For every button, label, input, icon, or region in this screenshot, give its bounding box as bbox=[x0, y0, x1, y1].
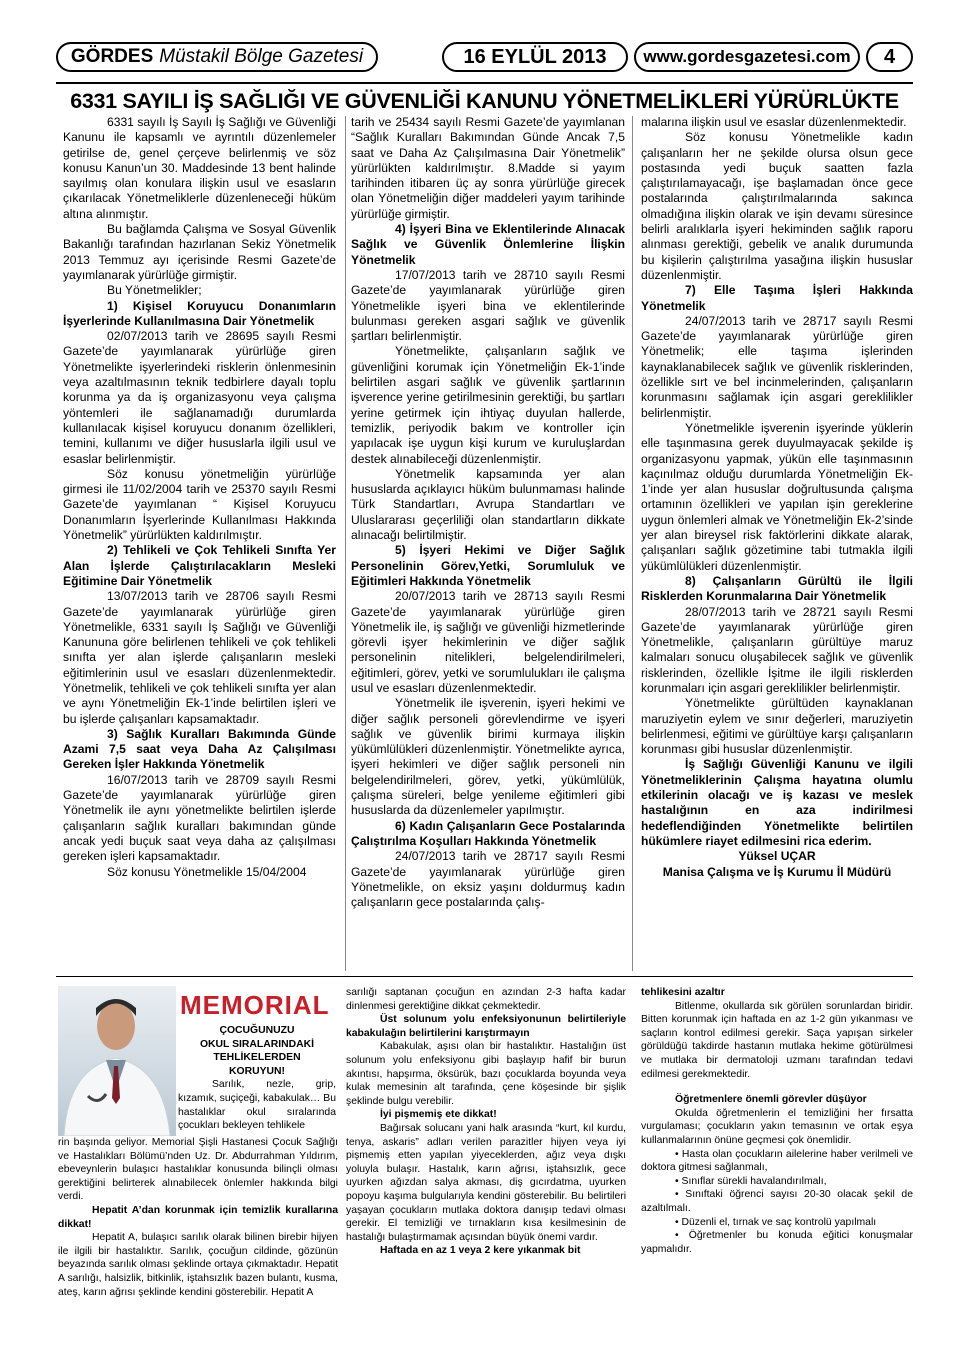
memorial-paragraph: Okulda öğretmenlerin el temizliğini her fırsatta vurgulaması; çocukların yakın temasının ve ortak eşya kullanmalarının önüne geçmesi çok önemlidir. bbox=[641, 1107, 913, 1146]
article-paragraph: 6331 sayılı İş Sayılı İş Sağlığı ve Güvenliği Kanunu ile kapsamlı ve ayrıntılı düzenlemeler getirilse de, genel çerçeve belirlenmiş ve söz konusu Kanun’un 30. Maddesinde 13 bent halinde sayılmış olan konulara ilişkin usul ve esasların çıkarılacak Yönetmeliklerle düzenleneceği hüküm altına alınmıştır. bbox=[63, 115, 336, 221]
memorial-bullet: • Sınıflar sürekli havalandırılmalı, bbox=[675, 1175, 827, 1187]
column-divider bbox=[632, 116, 633, 971]
issue-date: 16 EYLÜL 2013 bbox=[442, 42, 628, 72]
newspaper-name-subtitle: Müstakil Bölge Gazetesi bbox=[159, 46, 364, 67]
memorial-bullet: • Hasta olan çocukların ailelerine haber verilmeli ve doktora gitmesi sağlanmalı, bbox=[641, 1148, 913, 1174]
memorial-intro-narrow bbox=[178, 1024, 336, 1133]
memorial-subheading: Haftada en az 1 veya 2 kere yıkanmak bit bbox=[380, 1245, 581, 1257]
article-column-3 bbox=[641, 115, 913, 880]
memorial-intro-text: Sarılık, nezle, grip, kızamık, suçiçeği, kabakulak… Bu hastalıklar okul sıralarında çocukları bekleyen tehlikele bbox=[178, 1079, 336, 1132]
doctor-illustration bbox=[58, 986, 176, 1136]
article-subheading: İş Sağlığı Güvenliği Kanunu ve ilgili Yönetmeliklerinin Çalışma hayatına olumlu etkilerinin olacağı ve iş kazası ve meslek hastalığının en aza indirilmesi hedeflendiğinden Yönetmelikte belirtilen hükümlere riayet edilmesini rica ederim. bbox=[641, 757, 913, 848]
article-paragraph: Yönetmelik ile işverenin, işyeri hekimi ve diğer sağlık personeli görevlendirme ve işyeri sağlık ve güvenlik birimi kurmaya ilişkin yükümlülükleri düzenlenmiştir. Yönetmelikte ayrıca, işyeri hekimleri ve diğer sağlık personeli nin belgelendirilmeleri, görev, yetki, yükümlülük, çalışma süreleri, belge yenileme eğitimleri gibi hususlarda da düzenlemeler yapılmıştır. bbox=[351, 696, 625, 818]
article-subheading: 5) İşyeri Hekimi ve Diğer Sağlık Personelinin Görev,Yetki, Sorumluluk ve Eğitimleri Hakkında Yönetmelik bbox=[351, 543, 625, 588]
memorial-subheading: Öğretmenlere önemli görevler düşüyor bbox=[675, 1094, 867, 1106]
memorial-subheading: İyi pişmemiş ete dikkat! bbox=[380, 1109, 497, 1121]
memorial-paragraph: Kabakulak, aşısı olan bir hastalıktır. Hastalığın üst solunum yolu enfeksiyonu gibi başlayıp hafif bir burun akıntısı, hapşırma, öksürük, bazı çocuklarda boyunda veya kulak memesinin alt tarafında, çene köşesinde bir şişlik şeklinde bulgu verebilir. bbox=[346, 1041, 626, 1107]
article-paragraph: 16/07/2013 tarih ve 28709 sayılı Resmi Gazete’de yayımlanarak yürürlüğe giren Yönetmelik ile aynı yönetmelikte belirtilen işlerde çalışanların sağlık kuralları bakımından günde ancak yedi buçuk saat veya daha az çalışılması gereken işleri kapsamaktadır. bbox=[63, 772, 336, 864]
memorial-column-1 bbox=[58, 986, 344, 1316]
memorial-headline-line: TEHLİKELERDEN bbox=[213, 1052, 301, 1064]
article-paragraph: 28/07/2013 tarih ve 28721 sayılı Resmi Gazete’de yayımlanarak yürürlüğe giren Yönetmelikle, çalışanların gürültüye maruz kalmaları sonucu oluşabilecek sağlık ve güvenlik risklerinden, özellikle İşitme ile ilgili risklerden korunmaları için asgari gereklilikler belirlenmiştir. bbox=[641, 604, 913, 695]
article-paragraph: tarih ve 25434 sayılı Resmi Gazete’de yayımlanan “Sağlık Kuralları Bakımından Günde Ancak 7,5 saat ve Daha Az Çalışılmasına Dair Yönetmelik” yürürlükten kaldırılmıştır. 8.Madde si yayım tarihinden itibaren üç ay sonra yürürlüğe girecek olan Yönetmeliğin diğer maddeleri yayım tarihinde yürürlüğe girmiştir. bbox=[351, 115, 625, 221]
memorial-subheading: Üst solunum yolu enfeksiyonunun belirtileriyle kabakulağın belirtilerini karıştırmayın bbox=[346, 1014, 626, 1039]
article-paragraph: Yönetmelikte, çalışanların sağlık ve güvenliğini korumak için Yönetmeliğin Ek-1’inde belirtilen asgari sağlık ve güvenlik şartlarının işverence yerine getirilmesinin gerektiği, bu şartları yerine getirmek için ihtiyaç duyulan hallerde, temizlik, periyodik bakım ve kontroller için yapılacak işe uygun kişi kurum ve kuruluşlardan destek alınabileceği düzenlenmiştir. bbox=[351, 344, 625, 466]
memorial-headline-line: OKUL SIRALARINDAKİ bbox=[199, 1038, 315, 1050]
article-subheading: 2) Tehlikeli ve Çok Tehlikeli Sınıfta Yer Alan İşlerde Çalıştırılacakların Mesleki Eğitimine Dair Yönetmelik bbox=[63, 543, 336, 588]
article-column-1 bbox=[63, 115, 336, 880]
article-paragraph: Söz konusu yönetmeliğin yürürlüğe girmesi ile 11/02/2004 tarih ve 25370 sayılı Resmi Gazete’de yayımlanan “ Kişisel Koruyucu Donanımların İşyerlerinde Kullanılması Hakkında Yönetmelik” yürürlükten kaldırılmıştır. bbox=[63, 466, 336, 543]
article-column-2 bbox=[351, 115, 625, 910]
memorial-article bbox=[56, 986, 913, 1316]
memorial-bullet: • Düzenli el, tırnak ve saç kontrolü yapılmalı bbox=[675, 1216, 877, 1228]
memorial-bullet: • Sınıftaki öğrenci sayısı 20-30 olacak şekil de azaltılmalı. bbox=[641, 1189, 913, 1214]
article-paragraph: Bu Yönetmelikler; bbox=[107, 283, 202, 298]
website-link[interactable]: www.gordesgazetesi.com bbox=[634, 42, 860, 72]
article-paragraph: Söz konusu Yönetmelikle kadın çalışanların her ne şekilde olursa olsun gece postasında yedi buçuk saatten fazla çalıştırılamayacağı, işe başlamadan önce gece postalarında çalıştırılmalarında sakınca olmadığına ilişkin olarak ve işin devamı süresince belirli aralıklarla işyeri hekiminden sağlık raporu alınması gerektiği, gebelik ve analık durumunda bu kişilerin çalıştırılma yasağına ilişkin hususlar düzenlenmiştir. bbox=[641, 130, 913, 282]
memorial-paragraph: sarılığı saptanan çocuğun en azından 2-3 hafta kadar dinlenmesi gerektiğine dikkat çekmektedir. bbox=[346, 987, 626, 1012]
memorial-paragraph: Hepatit A, bulaşıcı sarılık olarak bilinen birebir hijyen ile ilgili bir hastalıktır. Sarılık, çocuğun cildinde, gözünün beyazında sarılık olması şeklinde ortaya çıkmaktadır. Hepatit A sarılığı, halsizlik, bitkinlik, iştahsızlık bazen bulantı, kusma, ateş, karın ağrısı şeklinde kendini gösterebilir. Hepatit A bbox=[58, 1232, 338, 1298]
memorial-bullet: • Öğretmenler bu konuda eğitici konuşmalar yapmalıdır. bbox=[641, 1230, 913, 1255]
article-paragraph: 24/07/2013 tarih ve 28717 sayılı Resmi Gazete’de yayımlanarak yürürlüğe giren Yönetmelik; elle taşıma işlerinden kaynaklanabilecek sağlık ve güvenlik risklerinden, özellikle sırt ve bel incinmelerinden, çalışanların korunmasını sağlamak için asgari gereklilikler belirlenmiştir. bbox=[641, 313, 913, 420]
memorial-headline-line: KORUYUN! bbox=[229, 1065, 285, 1077]
memorial-column-3 bbox=[641, 986, 913, 1256]
article-subheading: Yüksel UÇAR bbox=[738, 849, 816, 864]
article-paragraph: Yönetmelikle işverenin işyerinde yüklerin elle taşınmasına gerek duyulmayacak şekilde iş organizasyonu yapmak, yükün elle taşınmasının kaçınılmaz olduğu durumlarda Yönetmeliğin Ek-1’inde yer alan hususlar doğrultusunda çalışma ortamının özellikleri ve yapılan işin gereklerine uygun önlemleri almak ve Yönetmeliğin Ek-2’sinde yer alan bireysel risk faktörlerini dikkate alarak, çalışanları sağlık gözetimine tabi tutmakla ilgili yükümlülükleri düzenlenmiştir. bbox=[641, 420, 913, 573]
memorial-body-1 bbox=[58, 1136, 338, 1299]
article-subheading: 1) Kişisel Koruyucu Donanımların İşyerlerinde Kullanılmasına Dair Yönetmelik bbox=[63, 298, 336, 328]
section-rule bbox=[56, 976, 913, 977]
article-subheading: 8) Çalışanların Gürültü ile İlgili Risklerden Korunmalarına Dair Yönetmelik bbox=[641, 573, 913, 604]
article-subheading: 6) Kadın Çalışanların Gece Postalarında Çalıştırılma Koşulları Hakkında Yönetmelik bbox=[351, 818, 625, 848]
article-subheading: 7) Elle Taşıma İşleri Hakkında Yönetmelik bbox=[641, 283, 913, 313]
masthead bbox=[56, 42, 913, 74]
article-paragraph: 02/07/2013 tarih ve 28695 sayılı Resmi Gazete’de yayımlanarak yürürlüğe giren Yönetmelikte işyerlerindeki risklerin önlenmesinin veya azaltılmasının teknik tedbirlere dayalı toplu korunma ya da iş organizasyonu veya çalışma yöntemleri ile sağlanamadığı durumlarda kullanılacak kişisel koruyucu donanım özellikleri, temini, kullanımı ve diğer hususlarla ilgili usul ve esaslar belirlenmiştir. bbox=[63, 329, 336, 466]
memorial-intro-continued: rin başında geliyor. Memorial Şişli Hastanesi Çocuk Sağlığı ve Hastalıkları Bölümü’nden Uz. Dr. Abdurrahman Yıldırım, ebeveynlerin bulaşıcı hastalıklar konusunda bilinçli olması gerektiğini belirterek alınabilecek önlemler hakkında bilgi verdi. bbox=[58, 1137, 338, 1203]
article-subheading: 4) İşyeri Bina ve Eklentilerinde Alınacak Sağlık ve Güvenlik Önlemlerine İlişkin Yönetmelik bbox=[351, 222, 625, 267]
page-number: 4 bbox=[866, 42, 913, 72]
memorial-headline-line: ÇOCUĞUNUZU bbox=[219, 1025, 295, 1036]
newspaper-name bbox=[56, 42, 378, 72]
article-subheading: 3) Sağlık Kuralları Bakımında Günde Azami 7,5 saat veya Daha Az Çalışılması Gereken İşler Hakkında Yönetmelik bbox=[63, 726, 336, 772]
article-paragraph: Yönetmelik kapsamında yer alan hususlarda açıklayıcı hüküm bulunmaması halinde Türk Standartları, Avrupa Standartları ve Uluslararası geçerliliği olan standartların dikkate alınacağı belirtilmiştir. bbox=[351, 466, 625, 543]
column-divider bbox=[345, 116, 346, 971]
memorial-subheading: Hepatit A’dan korunmak için temizlik kurallarına dikkat! bbox=[58, 1204, 338, 1230]
article-subheading: Manisa Çalışma ve İş Kurumu İl Müdürü bbox=[662, 864, 892, 879]
doctor-photo bbox=[58, 986, 176, 1136]
article-paragraph: Bu bağlamda Çalışma ve Sosyal Güvenlik Bakanlığı tarafından hazırlanan Sekiz Yönetmelik 2013 Temmuz ayı içerisinde Resmi Gazete’de yayımlanarak yürürlüğe girmiştir. bbox=[63, 222, 336, 282]
newspaper-name-bold: GÖRDES bbox=[70, 46, 154, 67]
article-paragraph: Söz konusu Yönetmelikle 15/04/2004 bbox=[107, 864, 307, 879]
article-paragraph: 13/07/2013 tarih ve 28706 sayılı Resmi Gazete’de yayımlanarak yürürlüğe giren Yönetmelikle, 6331 sayılı İş Sağlığı ve Güvenliği Kanununa göre belirlenen tehlikeli ve çok tehlikeli sınıfta yer alan işlerde çalışanların mesleki eğitimlerinin usul ve esasları düzenlenmektedir. Yönetmelik, tehlikeli ve çok tehlikeli sınıfta yer alan ve aynı Yönetmeliğin Ek-1’inde belirtilen işleri ve bu işlerde çalışanları kapsamaktadır. bbox=[63, 589, 336, 726]
article-paragraph: Yönetmelikte gürültüden kaynaklanan maruziyetin eylem ve sınır değerleri, maruziyetin belirlenmesi, eğitimi ve gürültüye karşı çalışanların korunması gibi hususlar düzenlenmiştir. bbox=[641, 696, 913, 757]
memorial-subheading: tehlikesini azaltır bbox=[641, 987, 725, 998]
memorial-logo: MEMORIAL bbox=[180, 990, 330, 1020]
article-paragraph: 20/07/2013 tarih ve 28713 sayılı Resmi Gazete’de yayımlanarak yürürlüğe giren Yönetmelik ile, iş sağlığı ve güvenliği hizmetlerinde görevli işyer hekimlerinin ve diğer sağlık personelinin nitelikleri, belgelendirilmeleri, eğitimleri, görev, yetki ve sorumlulukları ile çalışma usul ve esasları düzenlenmektedir. bbox=[351, 589, 625, 695]
article-paragraph: 24/07/2013 tarih ve 28717 sayılı Resmi Gazete’de yayımlanarak yürürlüğe giren Yönetmelikle, on eksiz yaşını doldurmuş kadın çalışanların gece postalarında çalış- bbox=[351, 849, 625, 910]
article-headline: 6331 SAYILI İŞ SAĞLIĞI VE GÜVENLİĞİ KANUNU YÖNETMELİKLERİ YÜRÜRLÜKTE bbox=[70, 89, 899, 113]
memorial-paragraph: Bitlenme, okullarda sık görülen sorunlardan biridir. Bitten korunmak için haftada en az 1-2 gün yıkanması ve saçların kontrol edilmesi gerekir. Saça yapışan sirkeler görüldüğü takdirde hastanın mutlaka hekime götürülmesi ve mutlaka bir dermatoloji uzmanı tarafından tedavi edilmesi gerekmektedir. bbox=[641, 1000, 913, 1080]
memorial-paragraph: Bağırsak solucanı yani halk arasında “kurt, kıl kurdu, tenya, askaris” adları verilen parazitler hijyen veya iyi pişmemiş etten yapılan yiyeceklerden, ağız veya dışkı yoluyla bulaşır. Hastalık, karın ağrısı, iştahsızlık, gece uyurken ağızdan salya akması, diş gıcırdatma, uyurken popoyu kaşıma bulgularıyla kendini gösterebilir. Bu belirtileri yaşayan çocukların mutlaka doktora danışıp tedavi olması gerekir. El temizliği ve tırnakların kısa kesilmesinin de hastalığı bulaştırmamak açısından büyük önemi vardır. bbox=[346, 1122, 626, 1243]
article-paragraph: malarına ilişkin usul ve esaslar düzenlenmektedir. bbox=[641, 115, 907, 129]
header-rule bbox=[56, 82, 913, 84]
memorial-column-2 bbox=[346, 986, 626, 1258]
article-paragraph: 17/07/2013 tarih ve 28710 sayılı Resmi Gazete’de yayımlanarak yürürlüğe giren Yönetmelikle işyeri bina ve eklentilerinde bulunması gereken asgari sağlık ve güvenlik şartları belirlenmiştir. bbox=[351, 267, 625, 344]
